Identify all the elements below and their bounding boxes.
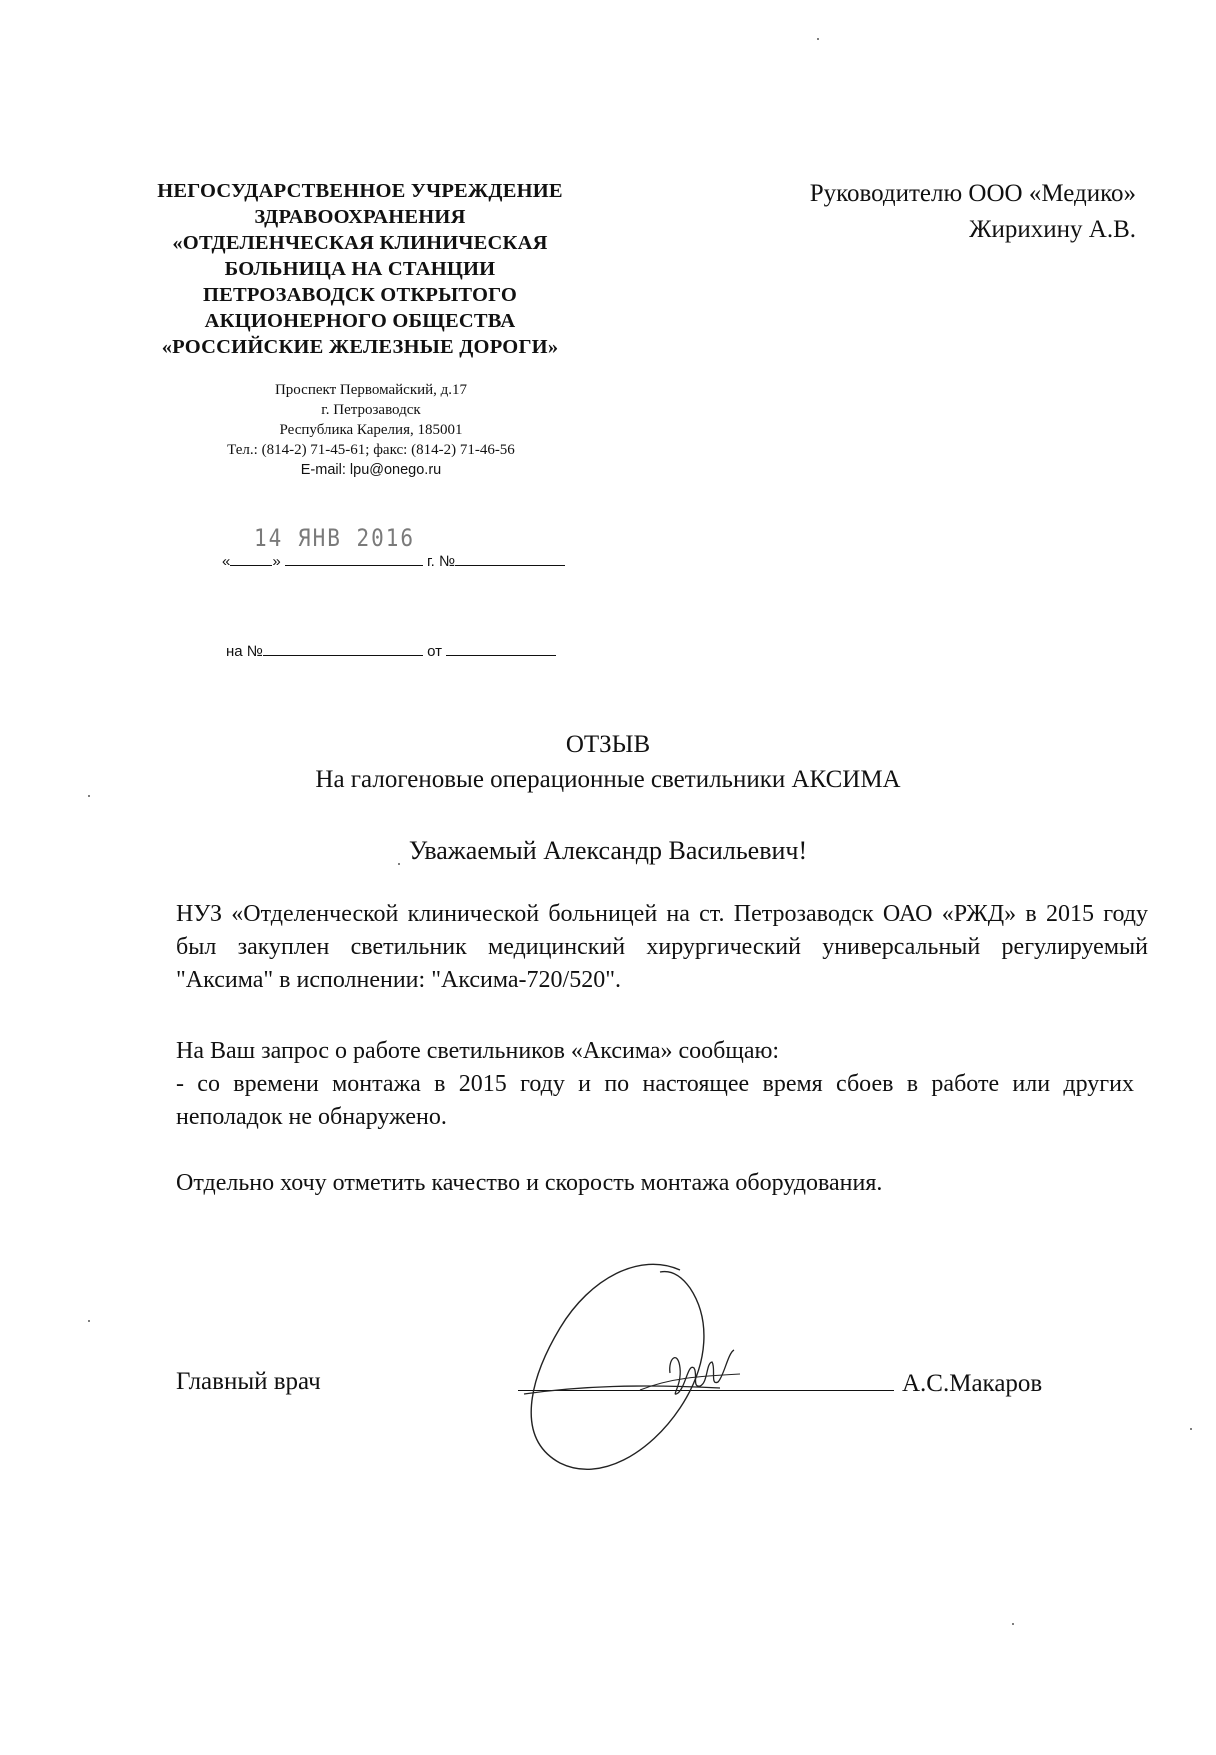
- salutation: Уважаемый Александр Васильевич!: [408, 836, 808, 865]
- document-title: ОТЗЫВ: [565, 731, 651, 758]
- signatory-position: Главный врач: [176, 1368, 321, 1395]
- scan-speck: [88, 1320, 90, 1322]
- document-subtitle: На галогеновые операционные светильники АКСИМА: [315, 766, 901, 793]
- ref-date-blank: [446, 641, 556, 656]
- paragraph-feedback-intro: На Ваш запрос о работе светильников «Аксима» сообщаю:: [176, 1038, 780, 1064]
- ref-number-blank: [263, 641, 423, 656]
- registration-date-row: [222, 551, 565, 570]
- handwritten-signature: [520, 1258, 780, 1478]
- org-line: АКЦИОНЕРНОГО ОБЩЕСТВА: [204, 310, 516, 332]
- org-line: ПЕТРОЗАВОДСК ОТКРЫТОГО: [202, 284, 518, 306]
- org-line: БОЛЬНИЦА НА СТАНЦИИ: [224, 258, 496, 280]
- year-number-label: г. №: [427, 553, 456, 570]
- number-blank: [455, 551, 565, 566]
- month-blank: [285, 551, 423, 566]
- date-stamp: 14 ЯНВ 2016: [254, 524, 416, 552]
- organization-name: [150, 178, 570, 360]
- scan-speck: [1012, 1623, 1014, 1625]
- org-line: «ОТДЕЛЕНЧЕСКАЯ КЛИНИЧЕСКАЯ: [172, 232, 548, 254]
- scan-speck: [817, 38, 819, 40]
- ref-from-label: от: [427, 643, 442, 660]
- quote-close: »: [272, 553, 281, 570]
- org-line: ЗДРАВООХРАНЕНИЯ: [254, 206, 466, 228]
- address-line: г. Петрозаводск: [321, 402, 421, 418]
- scan-speck: [398, 863, 400, 865]
- email-line: E-mail: lpu@onego.ru: [300, 462, 442, 478]
- reference-row: [226, 641, 556, 660]
- paragraph-quality: Отдельно хочу отметить качество и скорость монтажа оборудования.: [176, 1170, 883, 1196]
- paragraph-feedback-detail: - со времени монтажа в 2015 году и по настоящее время сбоев в работе или других неполадок не обнаружено.: [176, 1071, 1134, 1130]
- quote-open: «: [222, 553, 231, 570]
- recipient-block: [810, 176, 1136, 248]
- recipient-line-2: Жирихину А.В.: [969, 216, 1136, 243]
- paragraph-purchase: НУЗ «Отделенческой клинической больницей на ст. Петрозаводск ОАО «РЖД» в 2015 году был закуплен светильник медицинский хирургический универсальный регулируемый "Аксима" в исполнении: "Аксима-720/520".: [176, 901, 1148, 993]
- address-line: Тел.: (814-2) 71-45-61; факс: (814-2) 71-46-56: [227, 442, 515, 458]
- recipient-line-1: Руководителю ООО «Медико»: [809, 180, 1136, 207]
- org-line: «РОССИЙСКИЕ ЖЕЛЕЗНЫЕ ДОРОГИ»: [161, 336, 559, 358]
- ref-number-label: на №: [226, 643, 263, 660]
- address-line: Проспект Первомайский, д.17: [274, 382, 468, 398]
- scan-speck: [88, 795, 90, 797]
- address-line: Республика Карелия, 185001: [279, 422, 463, 438]
- signatory-name: А.С.Макаров: [902, 1370, 1043, 1397]
- organization-address: [226, 380, 516, 480]
- scan-speck: [1190, 1428, 1192, 1430]
- day-blank: [230, 551, 272, 566]
- org-line: НЕГОСУДАРСТВЕННОЕ УЧРЕЖДЕНИЕ: [157, 180, 563, 202]
